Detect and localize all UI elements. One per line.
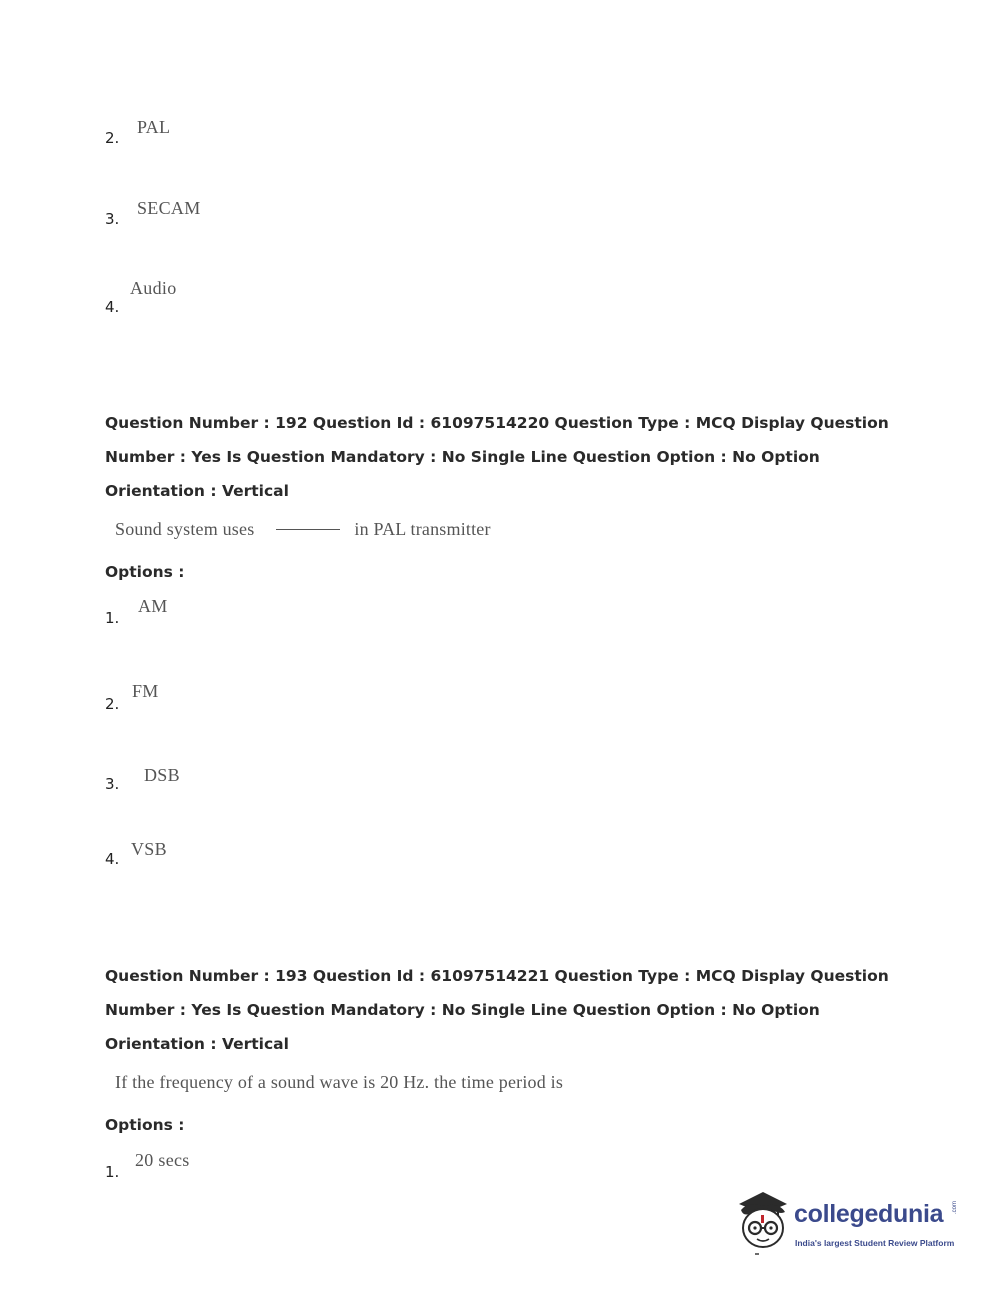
question-metadata [105, 959, 895, 1061]
option-text: PAL [137, 117, 171, 137]
logo-tagline: India's largest Student Review Platform [795, 1238, 955, 1248]
option-number: 3. [105, 775, 120, 793]
logo-domain: .com [952, 1200, 958, 1214]
question-metadata-line: Number : Yes Is Question Mandatory : No Single Line Question Option : No Option [105, 1001, 820, 1019]
question-metadata-line: Number : Yes Is Question Mandatory : No Single Line Question Option : No Option [105, 448, 820, 466]
question-text-after: in PAL transmitter [354, 519, 491, 539]
option-number: 3. [105, 210, 120, 228]
option-text: DSB [144, 765, 180, 785]
question-text: If the frequency of a sound wave is 20 Hz. the time period is [115, 1072, 564, 1092]
option-text: 20 secs [135, 1150, 190, 1170]
option-number: 4. [105, 850, 120, 868]
option-number: 2. [105, 129, 120, 147]
option-text: VSB [131, 839, 167, 859]
question-metadata-line: Orientation : Vertical [105, 482, 289, 500]
question-metadata-line: Question Number : 193 Question Id : 61097514221 Question Type : MCQ Display Question [105, 967, 889, 985]
option-text: SECAM [137, 198, 201, 218]
collegedunia-logo [733, 1188, 963, 1258]
options-label: Options : [105, 1116, 185, 1134]
question-text-before: Sound system uses [115, 519, 255, 539]
option-number: 2. [105, 695, 120, 713]
mascot-icon [733, 1188, 793, 1258]
option-text: AM [138, 596, 168, 616]
question-metadata [105, 406, 895, 508]
option-number: 4. [105, 298, 120, 316]
option-number: 1. [105, 1163, 120, 1181]
option-text: FM [132, 681, 159, 701]
question-metadata-line: Question Number : 192 Question Id : 61097514220 Question Type : MCQ Display Question [105, 414, 889, 432]
fill-in-blank [276, 529, 340, 530]
option-text: Audio [130, 278, 177, 298]
options-label: Options : [105, 563, 185, 581]
question-metadata-line: Orientation : Vertical [105, 1035, 289, 1053]
logo-wordmark: collegedunia [794, 1200, 944, 1228]
option-number: 1. [105, 609, 120, 627]
question-text [115, 519, 491, 540]
